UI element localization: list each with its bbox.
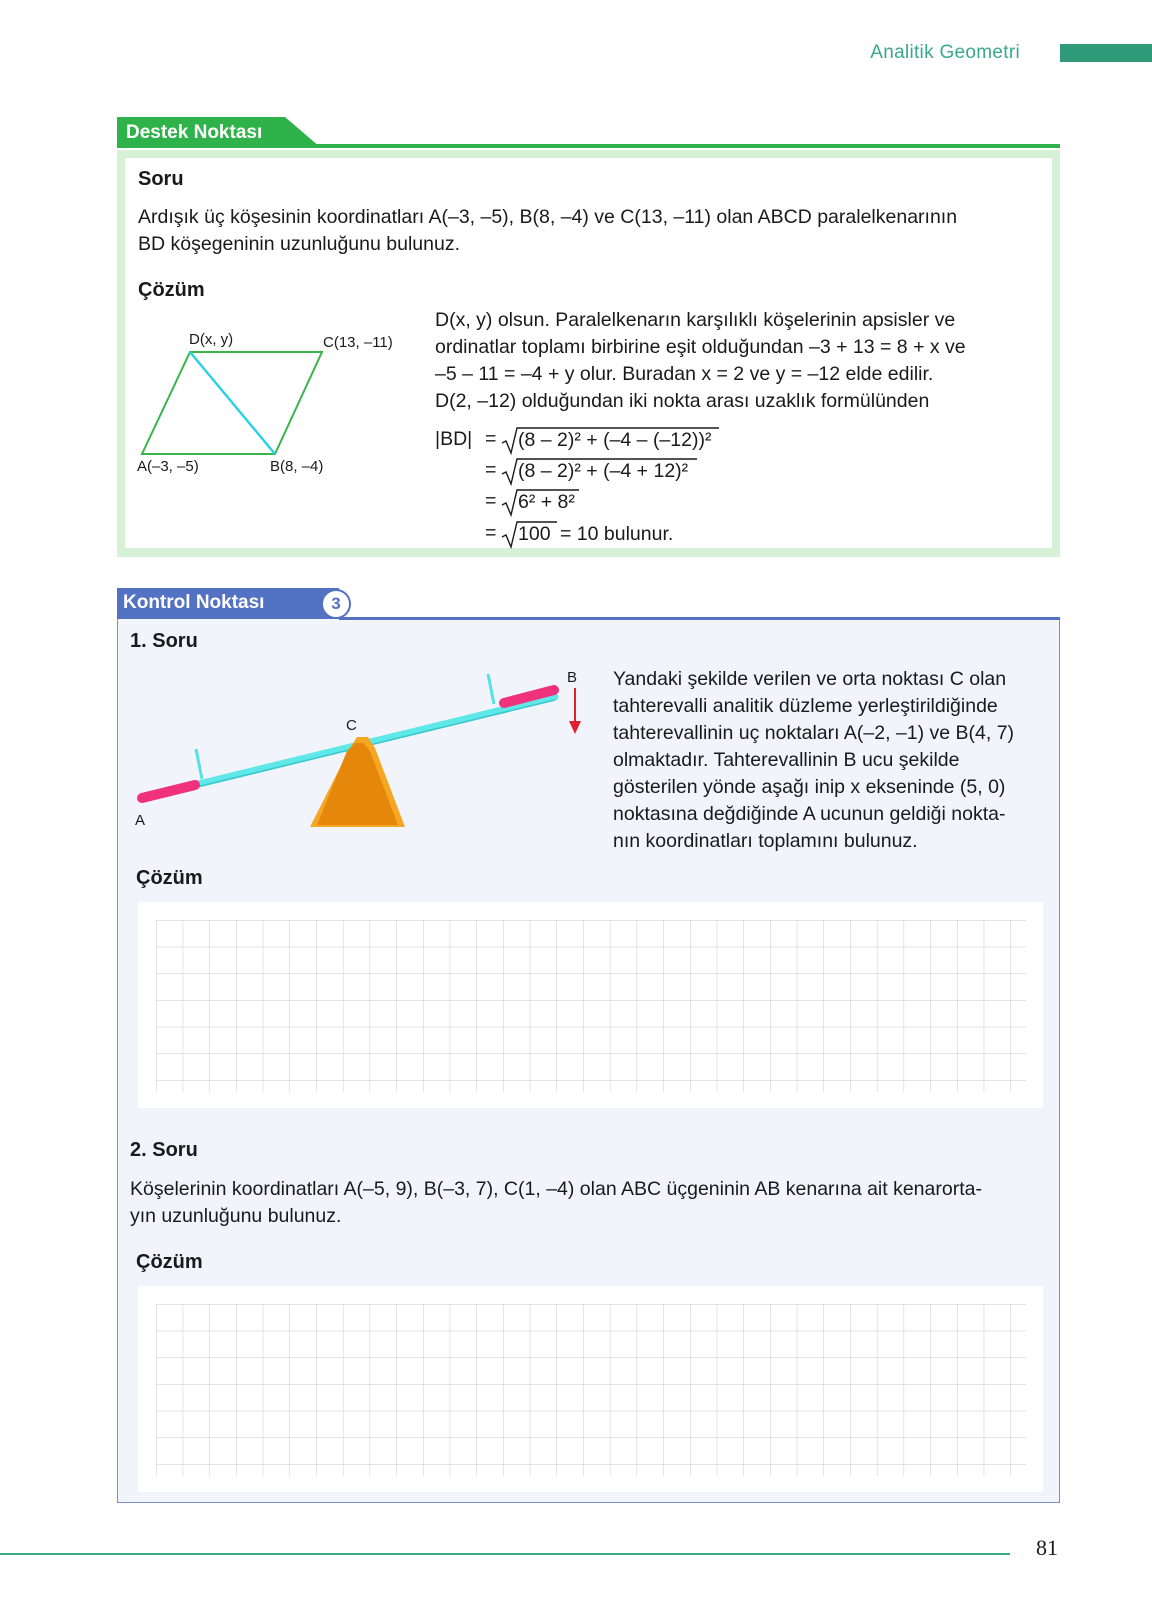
answer-grid-2[interactable] [138,1286,1043,1492]
destek-question-line: Ardışık üç köşesinin koordinatları A(–3, –5), B(8, –4) ve C(13, –11) olan ABCD paralelkenarının [138,206,958,228]
seesaw-figure [130,655,600,835]
math-row-1: (8 – 2)² + (–4 – (–12))² [518,429,712,451]
page-number: 81 [1036,1535,1058,1560]
destek-solution-line: D(2, –12) olduğundan iki nokta arası uzaklık formülünden [435,390,930,412]
q1-text-line: tahterevalli analitik düzleme yerleştirildiğinde [613,695,998,717]
seat-a [142,785,195,798]
q1-heading: 1. Soru [130,630,198,652]
math-row-3: 6² + 8² [518,491,575,513]
destek-solution-line: ordinatlar toplamı birbirine eşit olduğundan –3 + 13 = 8 + x ve [435,336,966,358]
kontrol-tab-label: Kontrol Noktası [123,592,265,613]
destek-cozum-heading: Çözüm [138,279,205,301]
math-row-2: (8 – 2)² + (–4 + 12)² [518,460,689,482]
destek-soru-heading: Soru [138,168,184,190]
math-lhs: |BD| [435,428,473,450]
q2-text-line: yın uzunluğunu bulunuz. [130,1205,342,1227]
q1-text-line: olmaktadır. Tahterevallinin B ucu şekilde [613,749,960,771]
kontrol-underline [339,617,1060,620]
vertex-label-c: C(13, –11) [323,334,393,351]
header-accent-bar [1060,44,1152,62]
destek-solution-line: D(x, y) olsun. Paralelkenarın karşılıklı köşelerinin apsisler ve [435,309,956,331]
math-equals: = [485,522,497,544]
destek-question-line: BD köşegeninin uzunluğunu bulunuz. [138,233,460,255]
footer-rule [0,1553,1010,1555]
diagonal-bd [190,352,275,454]
q1-text-line: Yandaki şekilde verilen ve orta noktası C olan [613,668,1007,690]
answer-grid-1[interactable] [138,902,1043,1108]
destek-solution-line: –5 – 11 = –4 + y olur. Buradan x = 2 ve y = –12 elde edilir. [435,363,934,385]
kontrol-number-badge: 3 [321,589,351,619]
vertex-label-b: B(8, –4) [270,458,324,475]
vertex-label-d: D(x, y) [189,331,234,348]
seesaw-label-c: C [346,717,357,734]
q2-cozum-heading: Çözüm [136,1251,203,1273]
q1-text-line: gösterilen yönde aşağı inip x ekseninde (5, 0) [613,776,1006,798]
q1-cozum-heading: Çözüm [136,867,203,889]
q2-text-line: Köşelerinin koordinatları A(–5, 9), B(–3, 7), C(1, –4) olan ABC üçgeninin AB kenarına ait kenarorta- [130,1178,982,1200]
math-equals: = [485,490,497,512]
math-equals: = [485,428,497,450]
section-title: Analitik Geometri [870,42,1020,63]
q1-text-line: noktasına değdiğinde A ucunun geldiği nokta- [613,803,1006,825]
vertex-label-a: A(–3, –5) [137,458,199,475]
q1-text-line: tahterevallinin uç noktaları A(–2, –1) ve B(4, 7) [613,722,1015,744]
q1-text-line: nın koordinatları toplamını bulunuz. [613,830,918,852]
seesaw-label-b: B [567,669,578,686]
math-result: = 10 bulunur. [560,523,674,545]
q2-heading: 2. Soru [130,1139,198,1161]
destek-tab-label: Destek Noktası [126,122,263,143]
seesaw-label-a: A [135,812,146,829]
math-root-value: 100 [518,523,551,545]
math-equals: = [485,459,497,481]
